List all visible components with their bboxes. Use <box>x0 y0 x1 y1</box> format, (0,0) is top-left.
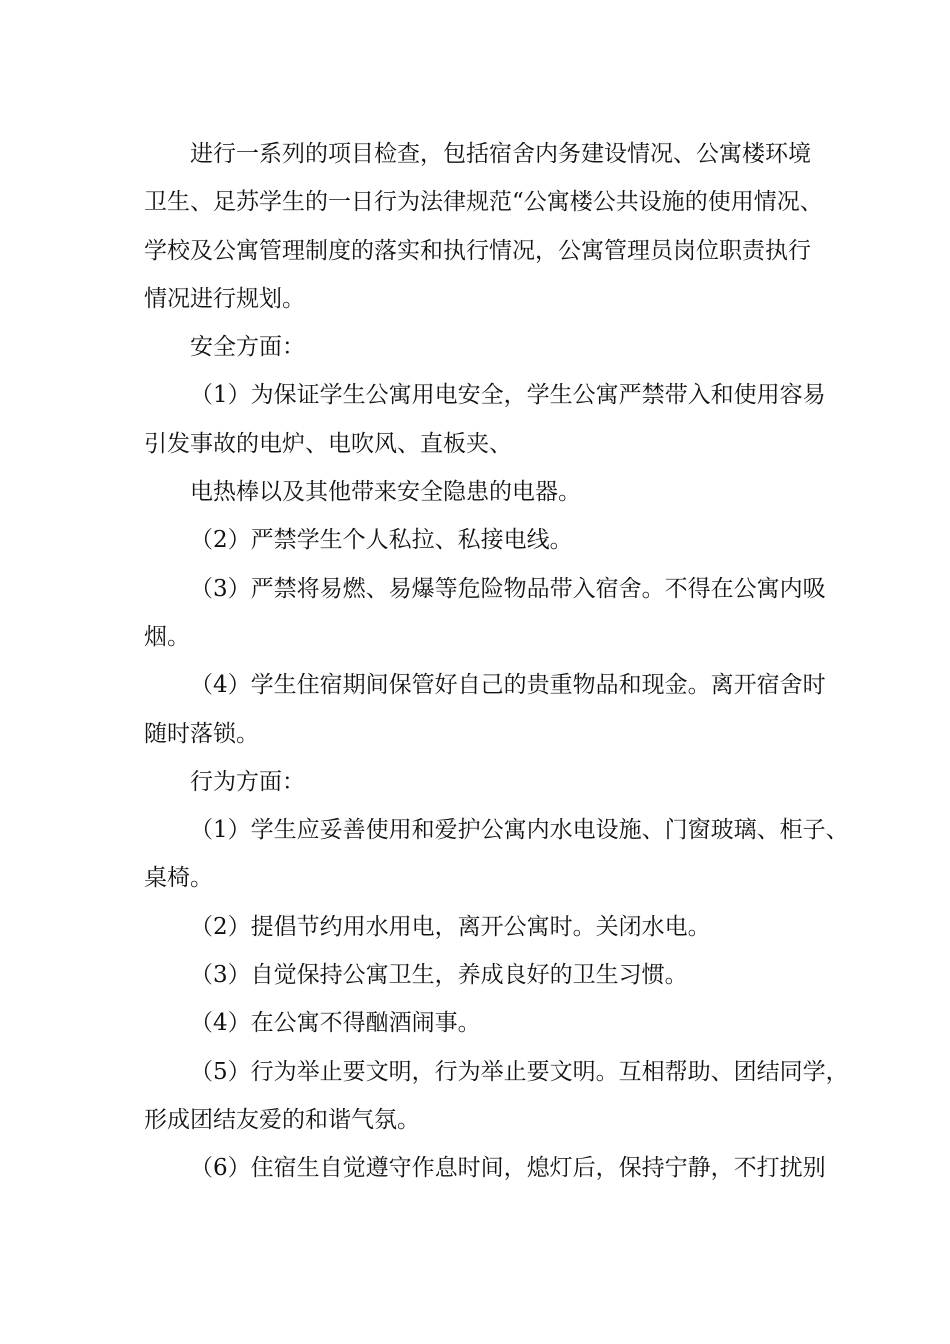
paragraph-line: （3）严禁将易燃、易爆等危险物品带入宿舍。不得在公寓内吸 <box>190 575 826 602</box>
paragraph-line: （4）学生住宿期间保管好自己的贵重物品和现金。离开宿舍时 <box>190 672 826 699</box>
paragraph-line: （3）自觉保持公寓卫生，养成良好的卫生习惯。 <box>190 962 688 989</box>
paragraph-line: 烟。 <box>144 623 190 650</box>
paragraph-line: 卫生、足苏学生的一日行为法律规范“公寓楼公共设施的使用情况、 <box>144 189 823 216</box>
paragraph-line: 电热棒以及其他带来安全隐患的电器。 <box>190 479 581 506</box>
paragraph-line: 随时落锁。 <box>144 720 259 747</box>
paragraph-line: 引发事故的电炉、电吹风、直板夹、 <box>144 430 512 457</box>
paragraph-line: 情况进行规划。 <box>144 285 305 312</box>
section-heading-safety: 安全方面： <box>190 334 305 361</box>
paragraph-line: 桌椅。 <box>144 865 213 892</box>
paragraph-line: （4）在公寓不得酗酒闹事。 <box>190 1010 481 1037</box>
paragraph-line: （1）为保证学生公寓用电安全，学生公寓严禁带入和使用容易 <box>190 382 826 409</box>
paragraph-line: （6）住宿生自觉遵守作息时间，熄灯后，保持宁静，不打扰别 <box>190 1155 826 1182</box>
paragraph-line: （2）提倡节约用水用电，离开公寓时。关闭水电。 <box>190 913 711 940</box>
paragraph-line: （5）行为举止要文明，行为举止要文明。互相帮助、团结同学， <box>190 1058 849 1085</box>
paragraph-line: 进行一系列的项目检查，包括宿舍内务建设情况、公寓楼环境 <box>190 141 811 167</box>
section-heading-behavior: 行为方面： <box>190 768 305 795</box>
document-body <box>144 130 849 1193</box>
paragraph-line: 形成团结友爱的和谐气氛。 <box>144 1106 420 1133</box>
paragraph-line: （2）严禁学生个人私拉、私接电线。 <box>190 527 573 554</box>
paragraph-line: 学校及公寓管理制度的落实和执行情况，公寓管理员岗位职责执行 <box>144 237 811 264</box>
paragraph-line: （1）学生应妥善使用和爱护公寓内水电设施、门窗玻璃、柜子、 <box>190 817 849 844</box>
